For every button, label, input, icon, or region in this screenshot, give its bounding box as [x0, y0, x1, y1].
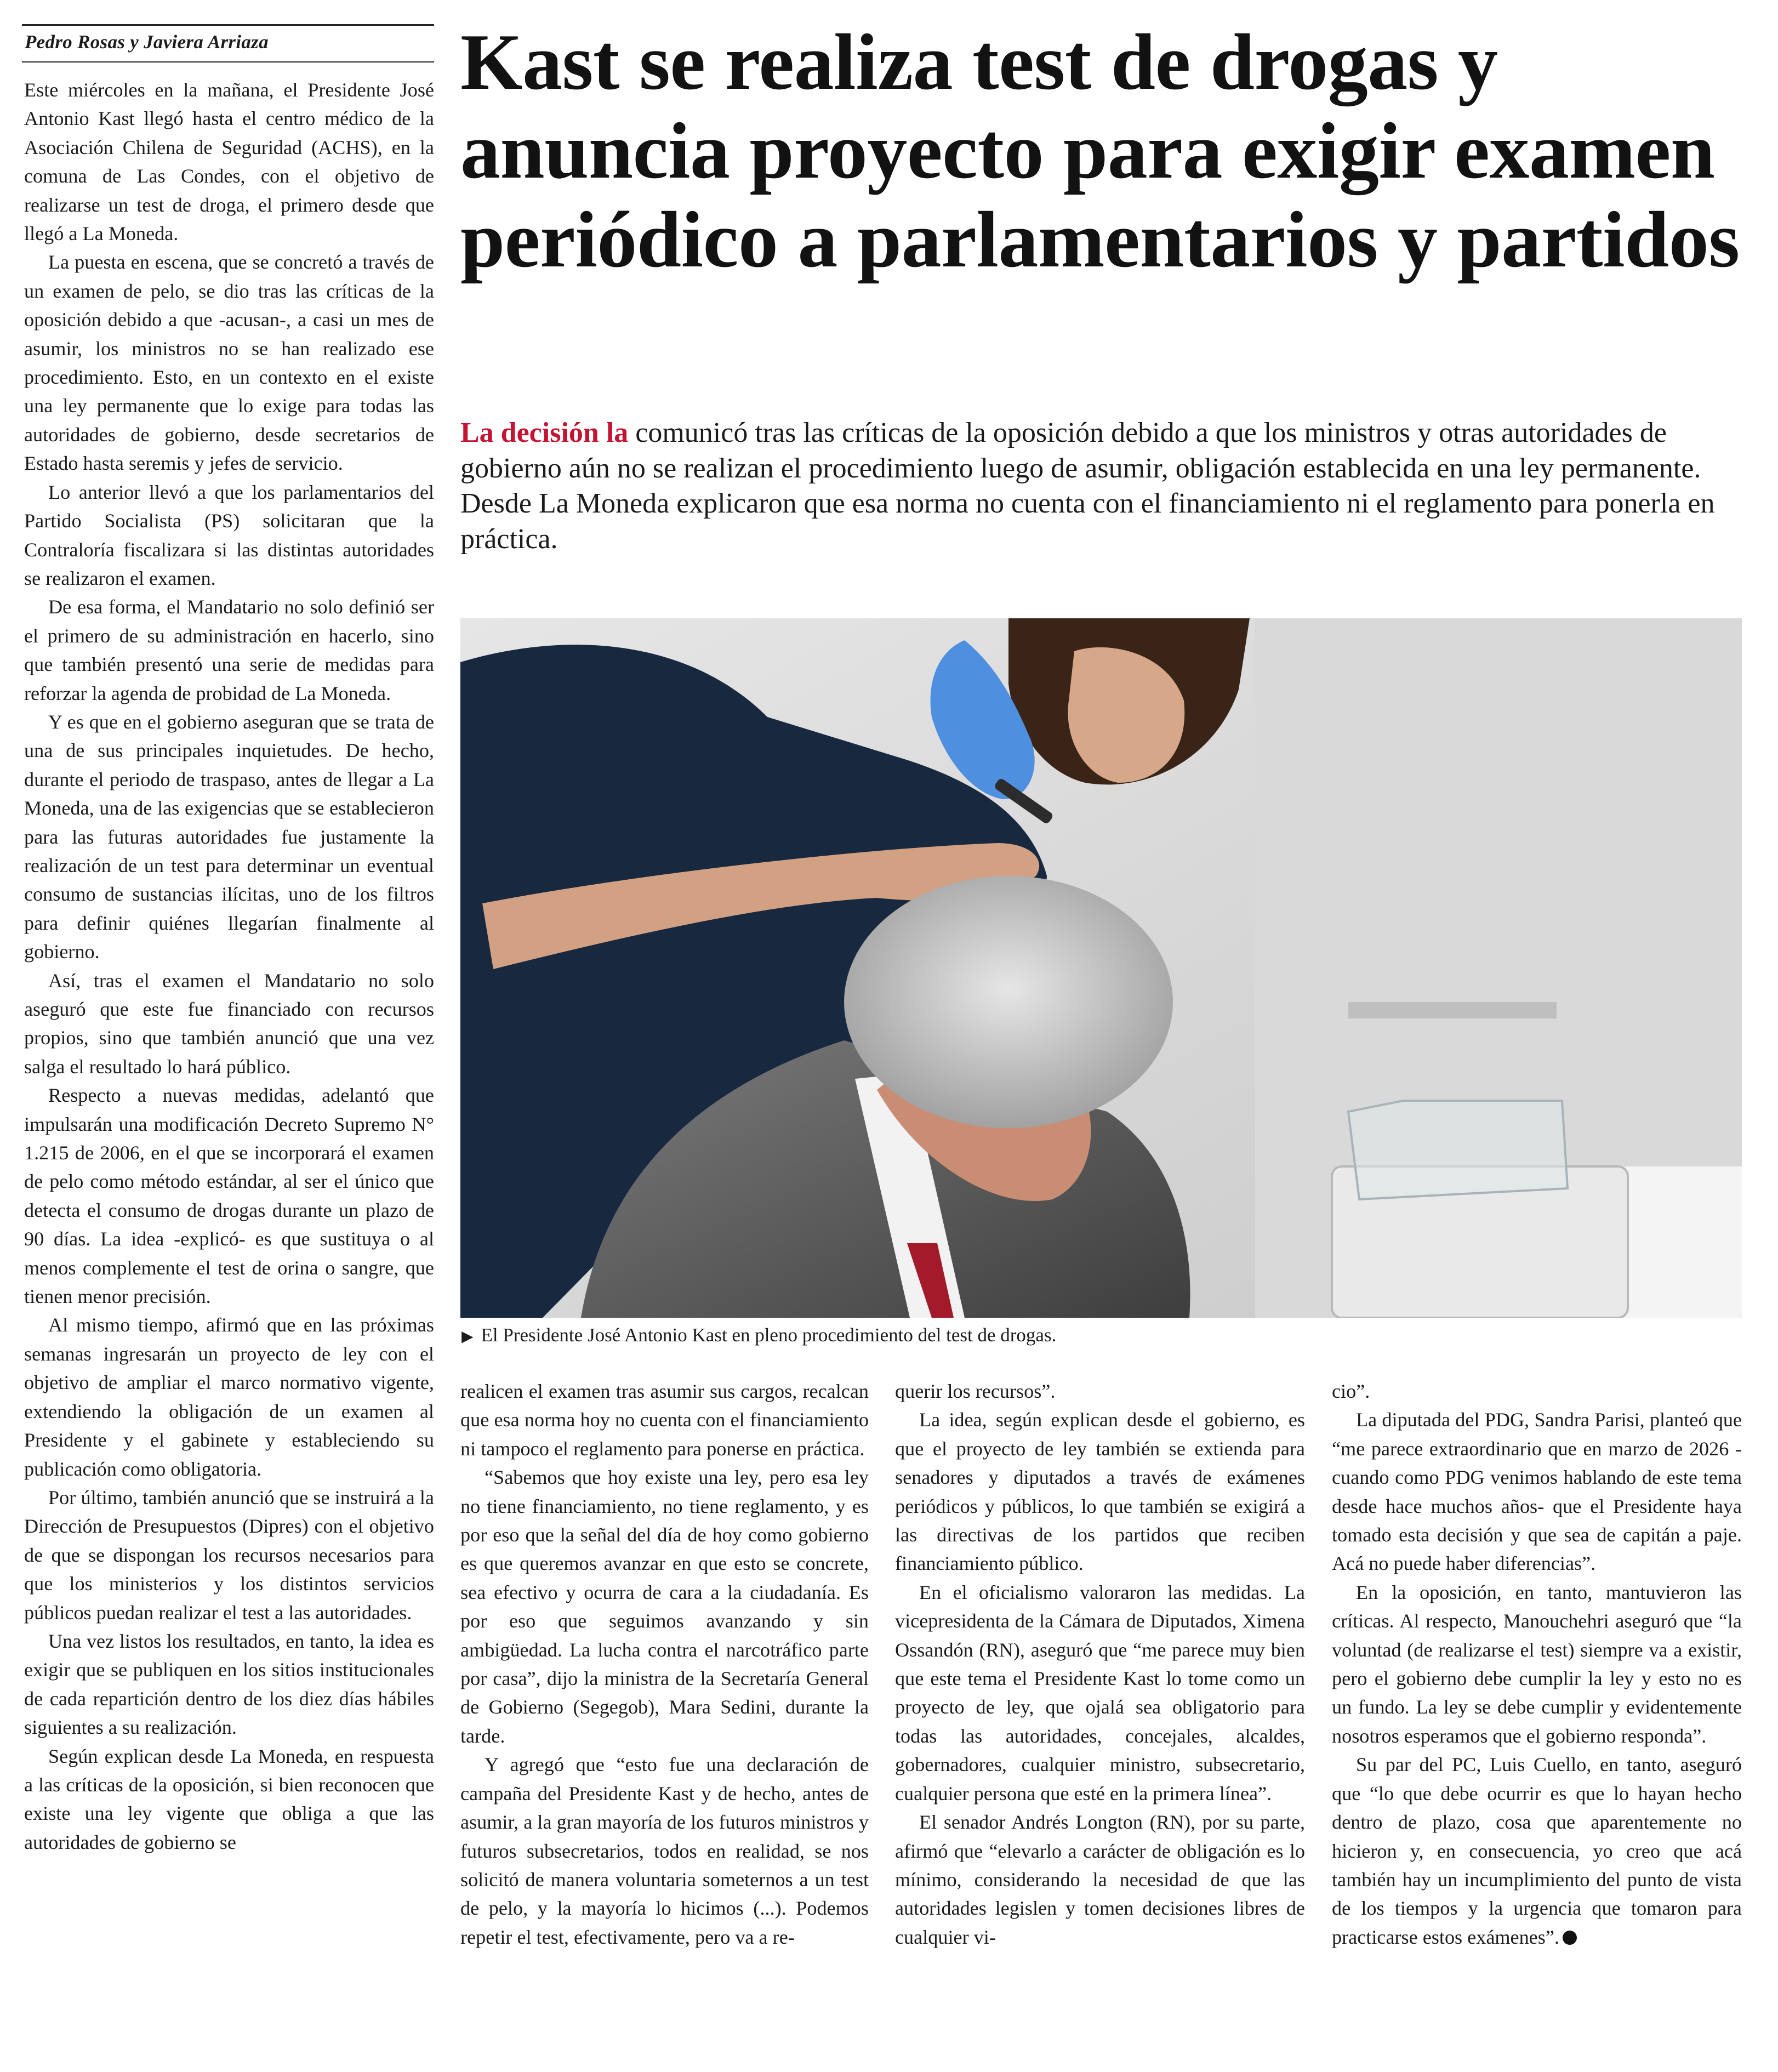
article-column-3	[895, 1377, 1305, 1951]
paragraph: Respecto a nuevas medidas, adelantó que impulsarán una modificación Decreto Supremo N° 1.215 de 2006, en el que se incorporará el examen de pelo como método estándar, al ser el único que detecta el consumo de drogas durante un plazo de 90 días. La idea -explicó- es que sustituya o al menos complemente el test de orina o sangre, que tienen menor precisión.	[24, 1084, 434, 1308]
paragraph: La diputada del PDG, Sandra Parisi, planteó que “me parece extraordinario que en marzo de 2026 -cuando como PDG venimos hablando de este tema desde hace muchos años- que el Presidente haya tomado esta decisión y que sea de capitán a paje. Acá no puede haber diferencias”.	[1332, 1409, 1742, 1575]
paragraph: Y agregó que “esto fue una declaración de campaña del Presidente Kast y de hecho, antes de asumir, a la gran mayoría de los futuros ministros y futuros subsecretarios, todos en realidad, se nos solicitó de manera voluntaria someternos a un test de pelo, y la mayoría lo hicimos (...). Podemos repetir el test, efectivamente, pero va a re-	[460, 1754, 869, 1948]
paragraph: Al mismo tiempo, afirmó que en las próximas semanas ingresarán un proyecto de ley con el objetivo de ampliar el marco normativo vigente, extendiendo la obligación de un examen al Presidente y el gabinete y estableciendo su publicación como obligatoria.	[24, 1314, 434, 1480]
caption-marker-icon: ▶	[461, 1328, 474, 1345]
paragraph	[1332, 1750, 1742, 1951]
headline: Kast se realiza test de drogas y anuncia proyecto para exigir examen periódico a parlamentarios y partidos	[460, 18, 1740, 284]
paragraph: De esa forma, el Mandatario no solo definió ser el primero de su administración en hacerlo, sino que también presentó una serie de medidas para reforzar la agenda de probidad de La Moneda.	[24, 596, 434, 704]
paragraph: El senador Andrés Longton (RN), por su parte, afirmó que “elevarlo a carácter de obligación es lo mínimo, considerando la necesidad de que las autoridades legislen y tomen decisiones libres de cualquier vi-	[895, 1811, 1305, 1948]
photo-caption	[461, 1323, 1733, 1349]
deck-text: comunicó tras las críticas de la oposición debido a que los ministros y otras autoridades de gobierno aún no se realizan el procedimiento luego de asumir, obligación establecida en una ley permanente. Desde La Moneda explicaron que esa norma no cuenta con el financiamiento ni el reglamento para ponerla en práctica.	[460, 417, 1715, 555]
paragraph: En la oposición, en tanto, mantuvieron las críticas. Al respecto, Manouchehri aseguró que “la voluntad (de realizarse el test) siempre va a existir, pero el gobierno debe cumplir la ley y esto no es un fundo. La ley se debe cumplir y evidentemente nosotros esperamos que el gobierno responda”.	[1332, 1581, 1742, 1747]
article-photo	[460, 618, 1742, 1318]
paragraph: Según explican desde La Moneda, en respuesta a las críticas de la oposición, si bien reconocen que existe una ley vigente que obliga a que las autoridades de gobierno se	[24, 1745, 434, 1853]
photo-illustration	[460, 618, 1742, 1318]
byline: Pedro Rosas y Javiera Arriaza	[25, 31, 269, 53]
paragraph: Y es que en el gobierno aseguran que se trata de una de sus principales inquietudes. De hecho, durante el periodo de traspaso, antes de llegar a La Moneda, una de las exigencias que se establecieron para las futuras autoridades fue justamente la realización de un test para determinar un eventual consumo de sustancias ilícitas, uno de los filtros para definir quiénes llegarían finalmente al gobierno.	[24, 710, 434, 963]
end-of-article-icon	[1563, 1931, 1577, 1945]
deck	[460, 415, 1754, 557]
top-rule	[22, 24, 434, 26]
paragraph: Una vez listos los resultados, en tanto, la idea es exigir que se publiquen en los sitios institucionales de cada repartición dentro de los diez días hábiles siguientes a su realización.	[24, 1630, 434, 1739]
paragraph: Así, tras el examen el Mandatario no solo aseguró que este fue financiado con recursos propios, sino que también anunció que una vez salga el resultado lo hará público.	[24, 969, 434, 1078]
paragraph: Por último, también anunció que se instruirá a la Dirección de Presupuestos (Dipres) con el objetivo de que se dispongan los recursos necesarios para que los ministerios y los distintos servicios públicos puedan realizar el test a las autoridades.	[24, 1486, 434, 1624]
deck-lead: La decisión la	[460, 417, 629, 448]
paragraph: realicen el examen tras asumir sus cargos, recalcan que esa norma hoy no cuenta con el financiamiento ni tampoco el reglamento para ponerse en práctica.	[460, 1380, 869, 1460]
paragraph: cio”.	[1332, 1380, 1370, 1402]
article-column-4	[1332, 1377, 1742, 1951]
paragraph: La puesta en escena, que se concretó a través de un examen de pelo, se dio tras las críticas de la oposición debido a que -acusan-, a casi un mes de asumir, los ministros no se han realizado ese procedimiento. Esto, en un contexto en el existe una ley permanente que lo exige para todas las autoridades de gobierno, desde secretarios de Estado hasta seremis y jefes de servicio.	[24, 251, 434, 475]
article-column-1	[24, 76, 434, 1857]
paragraph: “Sabemos que hoy existe una ley, pero esa ley no tiene financiamiento, no tiene reglamento, y es por eso que la señal del día de hoy como gobierno es que queremos avanzar en que esto se concrete, sea efectivo y ocurra de cara a la ciudadanía. Es por eso que seguimos avanzando y sin ambigüedad. La lucha contra el narcotráfico parte por casa”, dijo la ministra de la Secretaría General de Gobierno (Segegob), Mara Sedini, durante la tarde.	[460, 1466, 869, 1747]
article-column-2	[460, 1377, 869, 1951]
byline-rule	[22, 61, 434, 62]
paragraph-text: Su par del PC, Luis Cuello, en tanto, aseguró que “lo que debe ocurrir es que lo hayan hecho dentro de plazo, cosa que aparentemente no hicieron y, en consecuencia, yo creo que acá también hay un incumplimiento del punto de vista de los tiempos y la urgencia que tomaron para practicarse estos exámenes”.	[1332, 1754, 1742, 1948]
paragraph: La idea, según explican desde el gobierno, es que el proyecto de ley también se extienda para senadores y diputados a través de exámenes periódicos y públicos, lo que también se exigirá a las directivas de los partidos que reciben financiamiento público.	[895, 1409, 1305, 1575]
caption-text: El Presidente José Antonio Kast en pleno procedimiento del test de drogas.	[481, 1324, 1057, 1346]
paragraph: Lo anterior llevó a que los parlamentarios del Partido Socialista (PS) solicitaran que la Contraloría fiscalizara si las distintas autoridades se realizaron el examen.	[24, 481, 434, 589]
paragraph: querir los recursos”.	[895, 1380, 1056, 1402]
paragraph: En el oficialismo valoraron las medidas. La vicepresidenta de la Cámara de Diputados, Ximena Ossandón (RN), aseguró que “me parece muy bien que este tema el Presidente Kast lo tome como un proyecto de ley, que ojalá sea obligatorio para todas las autoridades, concejales, alcaldes, gobernadores, cualquier ministro, subsecretario, cualquier persona que esté en la primera línea”.	[895, 1581, 1305, 1805]
paragraph: Este miércoles en la mañana, el Presidente José Antonio Kast llegó hasta el centro médico de la Asociación Chilena de Seguridad (ACHS), en la comuna de Las Condes, con el objetivo de realizarse un test de droga, el primero desde que llegó a La Moneda.	[24, 79, 434, 245]
